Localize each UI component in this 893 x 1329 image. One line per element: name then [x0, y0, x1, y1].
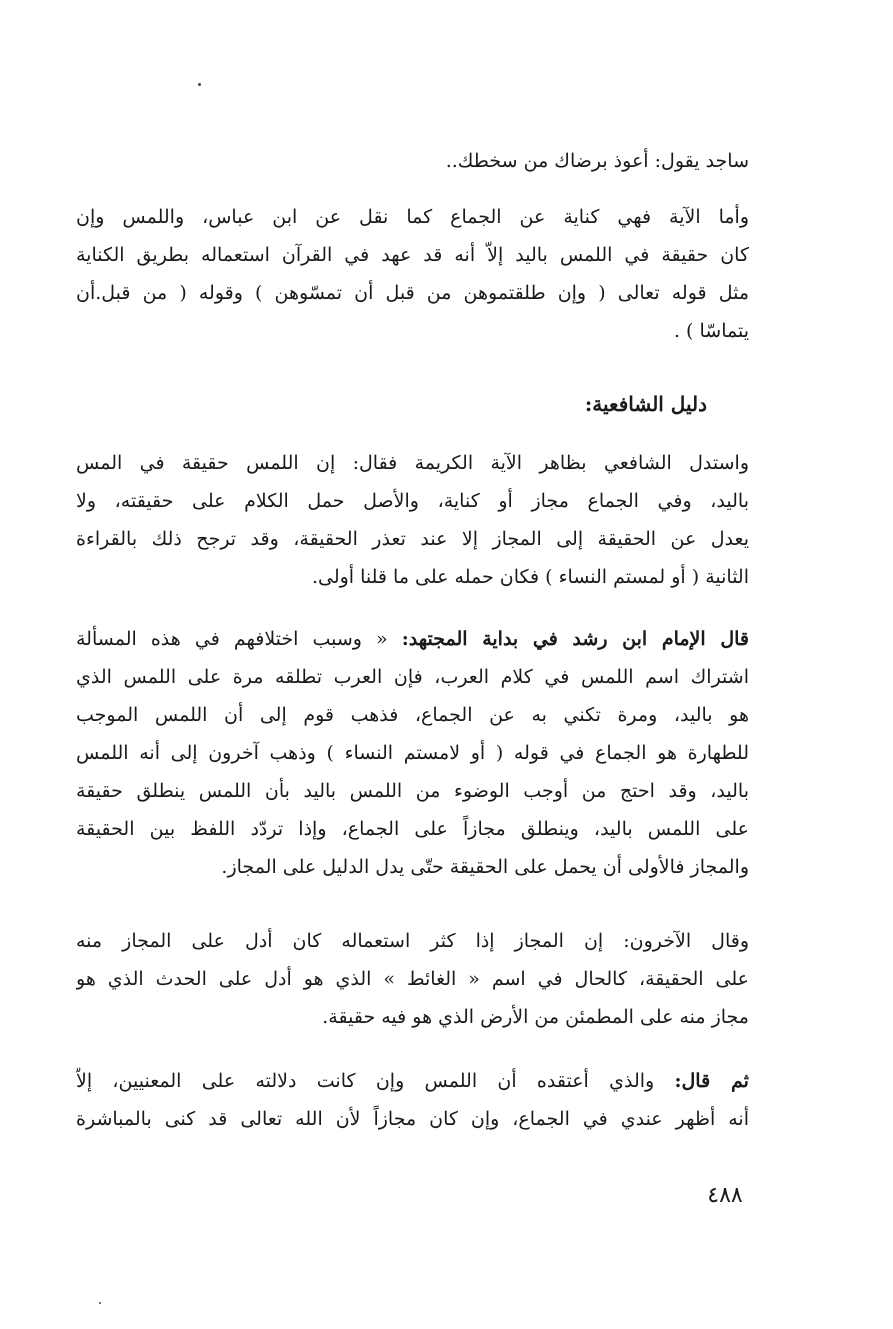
text-line: باليد، وقد احتج من أوجب الوضوء من اللمس باليد بأن اللمس ينطلق حقيقة — [76, 780, 749, 802]
text-line: وقال الآخرون: إن المجاز إذا كثر استعماله كان أدل على المجاز منه — [76, 930, 749, 952]
text-line-continuation: والذي أعتقده أن اللمس وإن كانت دلالته على المعنيين، إلاّ — [76, 1070, 675, 1092]
page-number: ٤٨٨ — [707, 1183, 743, 1208]
ink-speck — [198, 83, 201, 86]
text-line — [76, 620, 749, 658]
paragraph-opening-line — [76, 142, 749, 180]
text-line-continuation: « وسبب اختلافهم في هذه المسألة — [76, 628, 402, 650]
text-line: للطهارة هو الجماع في قوله ( أو لامستم النساء ) وذهب آخرون إلى أنه اللمس — [76, 742, 749, 764]
text-line: مجاز منه على المطمئن من الأرض الذي هو فيه حقيقة. — [322, 1006, 749, 1028]
text-line: اشتراك اسم اللمس في كلام العرب، فإن العرب تطلقه مرة على اللمس الذي — [76, 666, 749, 688]
text-line: هو باليد، ومرة تكني به عن الجماع، فذهب قوم إلى أن اللمس الموجب — [76, 704, 749, 726]
text-line: أنه أظهر عندي في الجماع، وإن كان مجازاً لأن الله تعالى قد كنى بالمباشرة — [76, 1108, 749, 1130]
paragraph-ibn-rushd-quote — [76, 620, 749, 886]
text-line: على الحقيقة، كالحال في اسم « الغائط » الذي هو أدل على الحدث الذي هو — [76, 968, 749, 990]
paragraph-verse-explanation — [76, 198, 749, 350]
bold-lead-in: قال الإمام ابن رشد في بداية المجتهد: — [401, 628, 749, 650]
text-line: على اللمس باليد، وينطلق مجازاً على الجماع، وإذا تردّد اللفظ بين الحقيقة — [76, 818, 749, 840]
paragraph-then-he-said — [76, 1062, 749, 1138]
ink-speck — [99, 1302, 101, 1304]
text-line: مثل قوله تعالى ( وإن طلقتموهن من قبل أن تمسّوهن ) وقوله ( من قبل.أن — [76, 282, 749, 304]
text-line: واستدل الشافعي بظاهر الآية الكريمة فقال: إن اللمس حقيقة في المس — [76, 452, 749, 474]
text-line: الثانية ( أو لمستم النساء ) فكان حمله على ما قلنا أولى. — [311, 566, 749, 588]
text-line: كان حقيقة في اللمس باليد إلاّ أنه قد عهد في القرآن استعماله بطريق الكناية — [76, 244, 749, 266]
text-line: يتماسّا ) . — [673, 320, 749, 342]
text-line: والمجاز فالأولى أن يحمل على الحقيقة حتّى يدل الدليل على المجاز. — [221, 856, 749, 878]
bold-lead-in: ثم قال: — [674, 1070, 749, 1092]
text-line: يعدل عن الحقيقة إلى المجاز إلا عند تعذر الحقيقة، وقد ترجح ذلك بالقراءة — [76, 528, 749, 550]
text-line: باليد، وفي الجماع مجاز أو كناية، والأصل حمل الكلام على حقيقته، ولا — [76, 490, 749, 512]
text-line: ساجد يقول: أعوذ برضاك من سخطك.. — [445, 150, 749, 172]
paragraph-shafii-evidence — [76, 444, 749, 596]
section-heading: دليل الشافعية: — [584, 392, 707, 416]
text-line: وأما الآية فهي كناية عن الجماع كما نقل عن ابن عباس، واللمس وإن — [76, 206, 749, 228]
paragraph-others-view — [76, 922, 749, 1036]
text-line — [76, 1062, 749, 1100]
